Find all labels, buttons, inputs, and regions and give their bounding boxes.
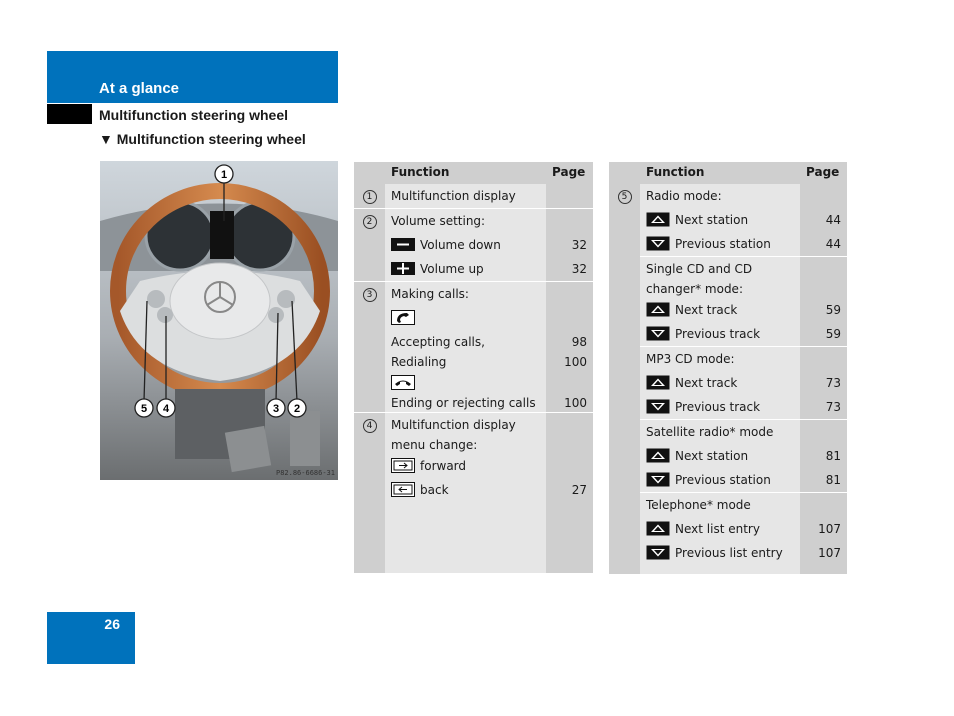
row-number: 3: [363, 288, 377, 302]
page-ref: [800, 281, 847, 298]
page-ref: 59: [825, 327, 841, 341]
section-marker: [47, 104, 92, 124]
function-text: Next track: [675, 303, 738, 317]
page-header: Page: [800, 162, 847, 184]
row-number: 5: [618, 190, 632, 204]
up-arrow-icon: [646, 448, 670, 463]
down-arrow-icon: [646, 326, 670, 341]
table-row: [354, 282, 593, 413]
section-title: ▼ Multifunction steering wheel: [99, 131, 306, 147]
mode-group: [640, 257, 800, 347]
num-header: [354, 162, 385, 184]
page-ref: [800, 493, 847, 517]
page-number: 26: [104, 616, 120, 632]
function-text: Accepting calls,: [391, 335, 485, 349]
function-text: Multifunction display: [391, 418, 516, 432]
callout-1: 1: [220, 169, 228, 181]
page-ref: 73: [825, 376, 841, 390]
page-ref: [800, 184, 847, 208]
table-row: [609, 184, 847, 574]
function-text: Volume down: [420, 238, 501, 252]
page-subheading: Multifunction steering wheel: [99, 107, 289, 123]
table-row: [354, 184, 593, 209]
page-ref: [546, 306, 593, 330]
function-header: Function: [385, 162, 546, 184]
function-text: Radio mode:: [646, 189, 722, 203]
function-text: Single CD and CD: [646, 262, 753, 276]
down-arrow-icon: [646, 545, 670, 560]
function-text: menu change:: [391, 438, 478, 452]
function-text: back: [420, 483, 449, 497]
down-arrow-icon: [646, 399, 670, 414]
function-text: Next track: [675, 376, 738, 390]
header-bar: [47, 51, 338, 103]
function-text: Volume setting:: [391, 214, 486, 228]
mode-group: [640, 184, 800, 257]
page-ref: [546, 282, 593, 306]
chapter-title: At a glance: [99, 80, 180, 97]
function-text: Ending or rejecting calls: [391, 396, 536, 410]
function-text: MP3 CD mode:: [646, 352, 735, 366]
callout-5: 5: [140, 403, 148, 415]
page-ref: 73: [825, 400, 841, 414]
page-header: Page: [546, 162, 593, 184]
callout-4: 4: [162, 403, 170, 415]
page-ref: 44: [825, 213, 841, 227]
page-ref: 81: [825, 473, 841, 487]
menu-back-icon: [391, 482, 415, 497]
page-ref: 32: [571, 238, 587, 252]
function-header: Function: [640, 162, 800, 184]
page-ref: [800, 347, 847, 371]
page-ref: 44: [825, 237, 841, 251]
function-text: Previous station: [675, 473, 771, 487]
phone-hangup-icon: [391, 375, 415, 390]
up-arrow-icon: [646, 302, 670, 317]
mode-group: [640, 420, 800, 493]
page-ref: 59: [825, 303, 841, 317]
page-ref: [546, 371, 593, 395]
page-ref: 98: [571, 335, 587, 349]
up-arrow-icon: [646, 521, 670, 536]
table-row: [354, 413, 593, 574]
photo-reference-code: P82.86-6686-31: [275, 469, 335, 477]
page-ref: 100: [564, 355, 587, 369]
steering-wheel-illustration: [100, 161, 338, 480]
page-ref: [546, 437, 593, 454]
function-text: Volume up: [420, 262, 484, 276]
function-text: changer* mode:: [646, 282, 743, 296]
page-ref: 107: [818, 522, 841, 536]
page-ref: 81: [825, 449, 841, 463]
page-ref: 107: [818, 546, 841, 560]
function-text: Next list entry: [675, 522, 760, 536]
row-number: 2: [363, 215, 377, 229]
mode-group: [640, 493, 800, 565]
page-ref: [546, 413, 593, 437]
page-ref: 27: [571, 483, 587, 497]
mode-group: [640, 347, 800, 420]
page-ref: [546, 209, 593, 233]
page-ref: 100: [564, 396, 587, 410]
function-text: Previous track: [675, 400, 761, 414]
minus-icon: [391, 238, 415, 251]
function-text: forward: [420, 459, 467, 473]
up-arrow-icon: [646, 375, 670, 390]
callout-3: 3: [272, 403, 280, 415]
plus-icon: [391, 262, 415, 275]
function-text: Making calls:: [391, 287, 469, 301]
num-header: [609, 162, 640, 184]
menu-forward-icon: [391, 458, 415, 473]
page-ref: [546, 184, 593, 208]
function-text: Telephone* mode: [646, 498, 751, 512]
page-ref: [546, 454, 593, 478]
steering-wheel-photo: [100, 161, 338, 480]
page-ref: 32: [571, 262, 587, 276]
down-arrow-icon: [646, 236, 670, 251]
function-text: Previous track: [675, 327, 761, 341]
function-text: Previous station: [675, 237, 771, 251]
phone-pickup-icon: [391, 310, 415, 325]
footer-bar: [47, 612, 135, 664]
right-function-table: [609, 162, 847, 574]
row-number: 1: [363, 190, 377, 204]
table-row: [354, 209, 593, 282]
function-text: Multifunction display: [391, 189, 516, 203]
page-ref: [800, 257, 847, 281]
function-text: Satellite radio* mode: [646, 425, 774, 439]
row-number: 4: [363, 419, 377, 433]
page-ref: [800, 420, 847, 444]
function-text: Next station: [675, 449, 749, 463]
function-text: Next station: [675, 213, 749, 227]
function-text: Previous list entry: [675, 546, 783, 560]
function-text: Redialing: [391, 355, 447, 369]
callout-2: 2: [293, 403, 301, 415]
left-function-table: [354, 162, 593, 573]
up-arrow-icon: [646, 212, 670, 227]
down-arrow-icon: [646, 472, 670, 487]
